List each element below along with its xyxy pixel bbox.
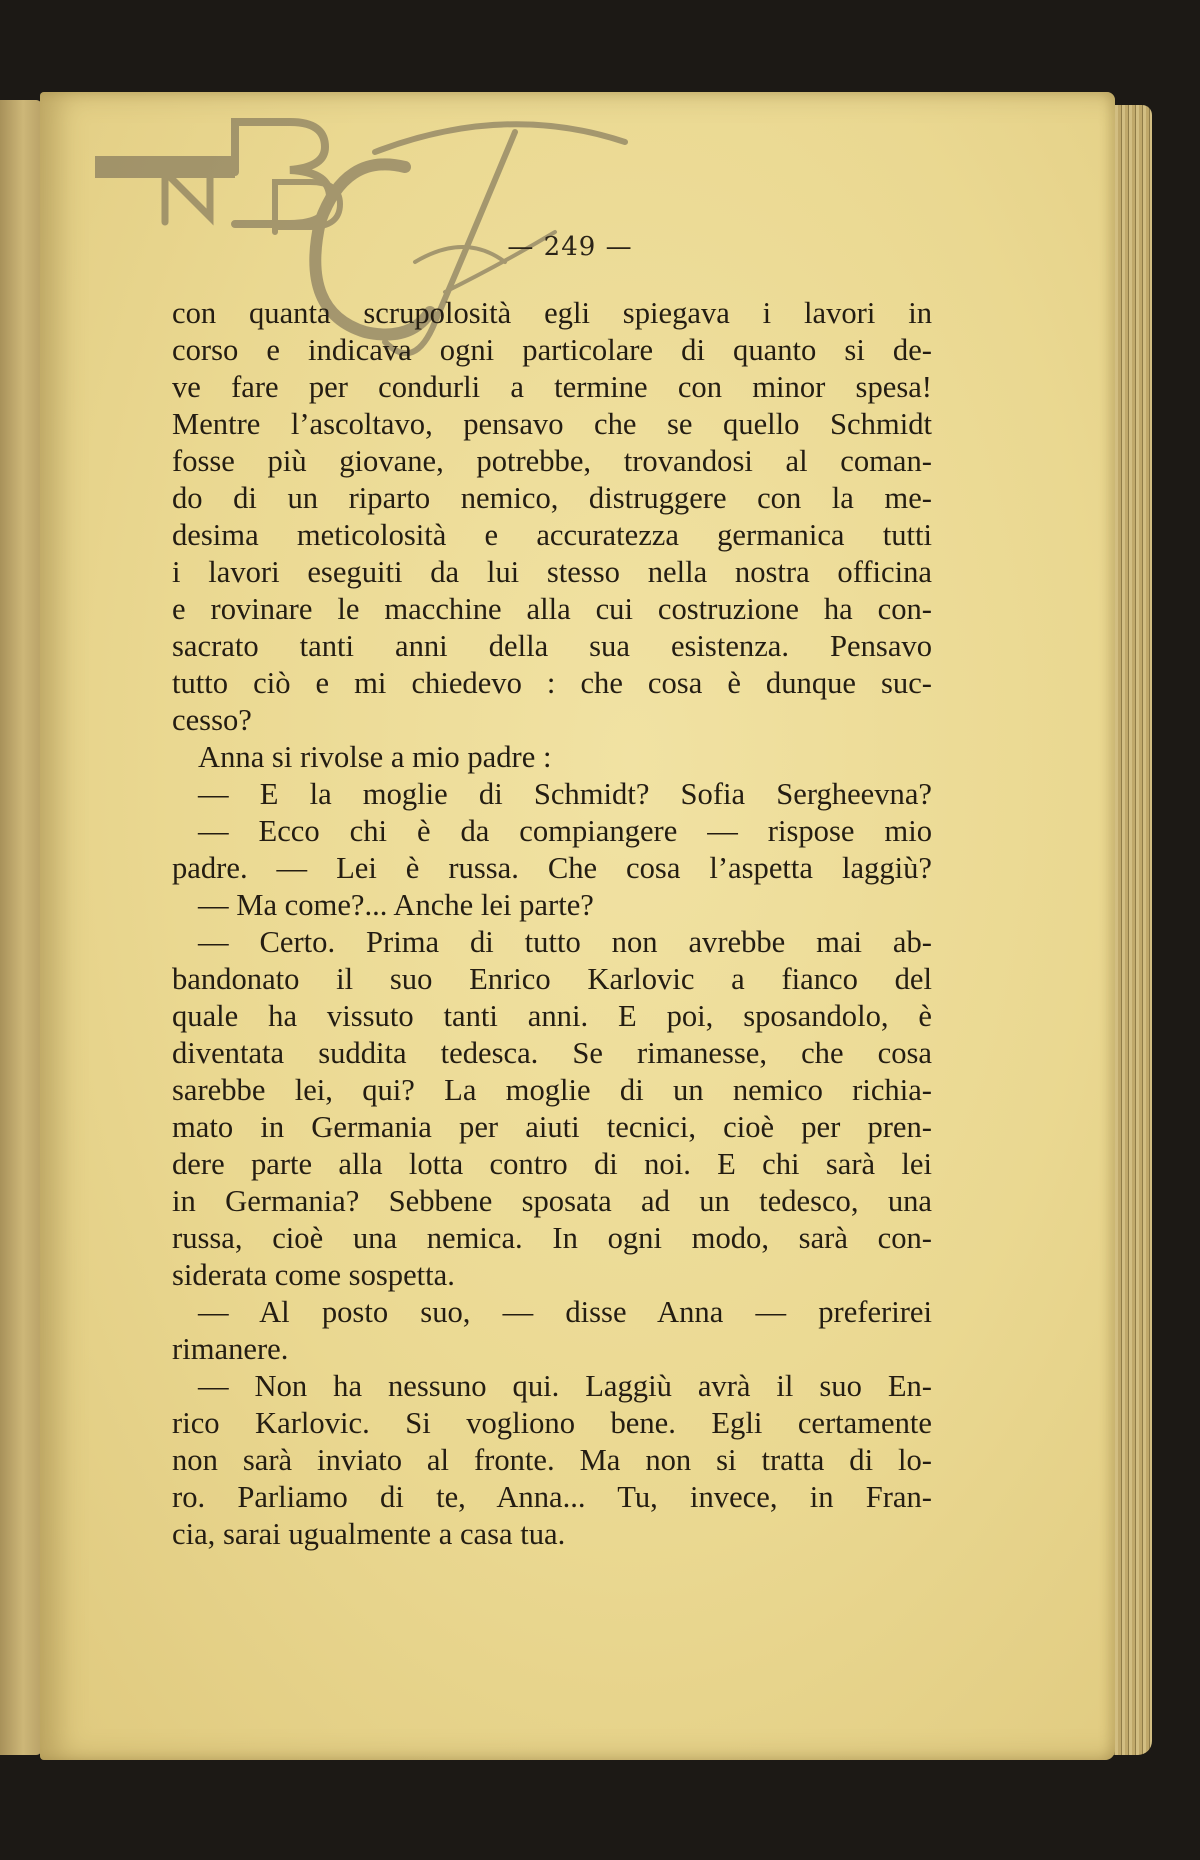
- text-line: siderata come sospetta.: [172, 1258, 455, 1292]
- text-line: padre. — Lei è russa. Che cosa l’aspetta laggiù?: [172, 851, 932, 885]
- text-line: e rovinare le macchine alla cui costruzione ha con-: [172, 592, 932, 626]
- text-line: — E la moglie di Schmidt? Sofia Sergheevna?: [198, 777, 932, 811]
- text-line: in Germania? Sebbene sposata ad un tedesco, una: [172, 1184, 932, 1218]
- left-page-edge: [0, 100, 42, 1755]
- text-line: tutto ciò e mi chiedevo : che cosa è dunque suc-: [172, 666, 932, 700]
- page-body-text: [172, 295, 932, 1553]
- text-line: rimanere.: [172, 1332, 289, 1366]
- text-line: ve fare per condurli a termine con minor spesa!: [172, 370, 932, 404]
- page-number: — 249 —: [507, 232, 633, 262]
- text-line: ro. Parliamo di te, Anna... Tu, invece, in Fran-: [172, 1480, 932, 1514]
- text-line: quale ha vissuto tanti anni. E poi, sposandolo, è: [172, 999, 932, 1033]
- text-line: sarebbe lei, qui? La moglie di un nemico richia-: [172, 1073, 932, 1107]
- text-line: bandonato il suo Enrico Karlovic a fianco del: [172, 962, 932, 996]
- text-line: cia, sarai ugualmente a casa tua.: [172, 1517, 566, 1551]
- text-line: Anna si rivolse a mio padre :: [198, 740, 552, 774]
- text-line: do di un riparto nemico, distruggere con la me-: [172, 481, 932, 515]
- text-line: rico Karlovic. Si vogliono bene. Egli certamente: [172, 1406, 932, 1440]
- text-line: non sarà inviato al fronte. Ma non si tratta di lo-: [172, 1443, 932, 1477]
- text-line: fosse più giovane, potrebbe, trovandosi al coman-: [172, 444, 932, 478]
- text-line: — Ecco chi è da compiangere — rispose mio: [198, 814, 932, 848]
- text-line: i lavori eseguiti da lui stesso nella nostra officina: [172, 555, 932, 589]
- book-page: [40, 92, 1115, 1760]
- text-line: — Certo. Prima di tutto non avrebbe mai ab-: [198, 925, 932, 959]
- text-line: — Non ha nessuno qui. Laggiù avrà il suo En-: [198, 1369, 932, 1403]
- text-line: russa, cioè una nemica. In ogni modo, sarà con-: [172, 1221, 932, 1255]
- text-line: — Al posto suo, — disse Anna — preferirei: [198, 1295, 932, 1329]
- text-line: sacrato tanti anni della sua esistenza. Pensavo: [172, 629, 932, 663]
- text-line: dere parte alla lotta contro di noi. E chi sarà lei: [172, 1147, 932, 1181]
- text-line: diventata suddita tedesca. Se rimanesse, che cosa: [172, 1036, 932, 1070]
- text-line: con quanta scrupolosità egli spiegava i lavori in: [172, 296, 932, 330]
- text-line: — Ma come?... Anche lei parte?: [198, 888, 594, 922]
- text-line: desima meticolosità e accuratezza germanica tutti: [172, 518, 932, 552]
- text-line: corso e indicava ogni particolare di quanto si de-: [172, 333, 932, 367]
- text-line: mato in Germania per aiuti tecnici, cioè per pren-: [172, 1110, 932, 1144]
- text-line: cesso?: [172, 703, 252, 737]
- text-line: Mentre l’ascoltavo, pensavo che se quello Schmidt: [172, 407, 932, 441]
